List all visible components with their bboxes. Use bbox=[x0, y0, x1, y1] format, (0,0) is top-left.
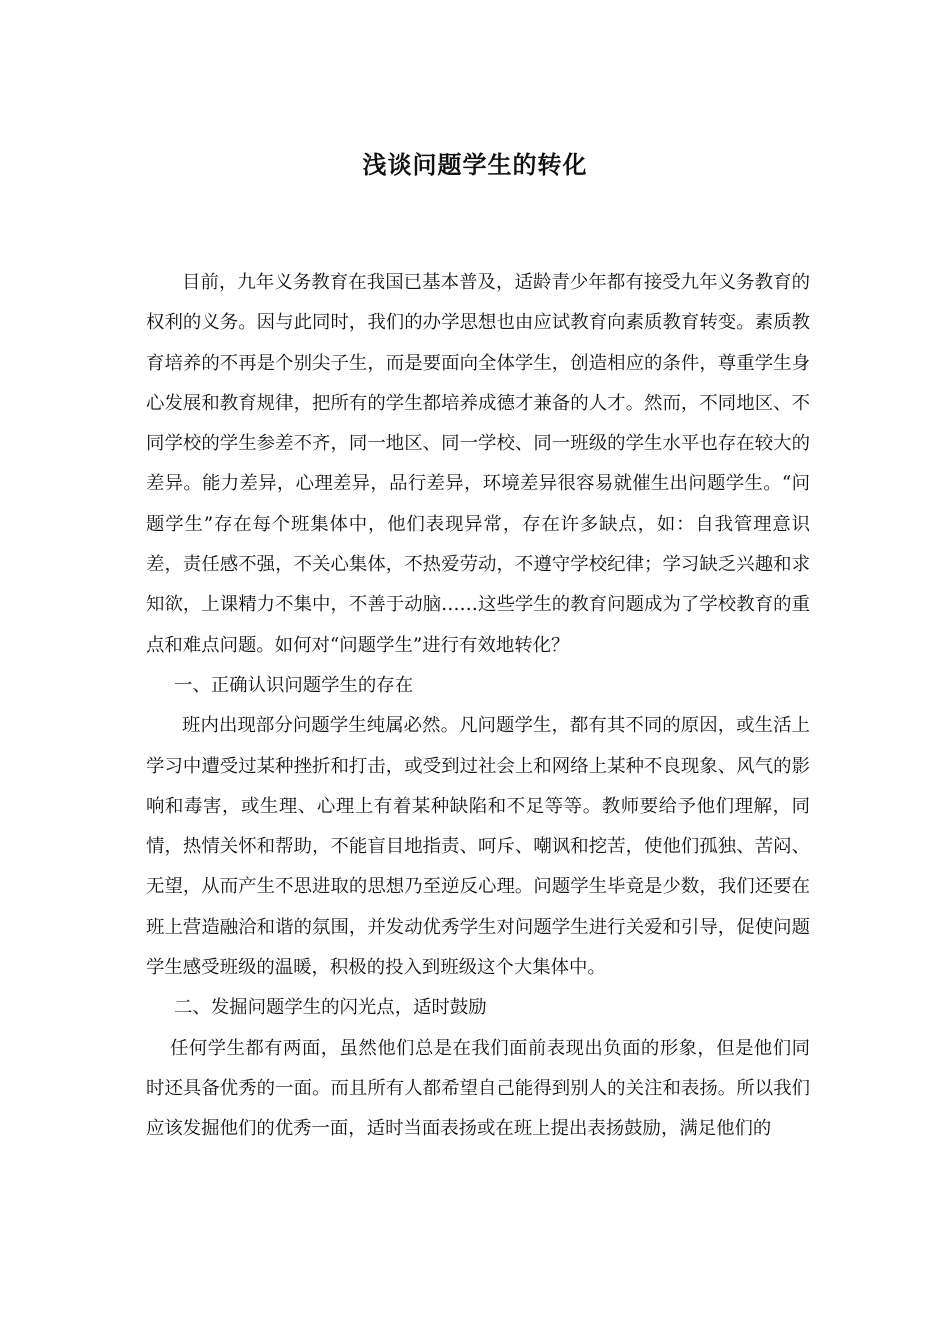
section-heading-2: 二、发掘问题学生的闪光点，适时鼓励 bbox=[174, 997, 487, 1019]
section-heading-1: 一、正确认识问题学生的存在 bbox=[174, 674, 414, 696]
paragraph-section-2: 任何学生都有两面，虽然他们总是在我们面前表现出负面的形象，但是他们同时还具备优秀的一面。而且所有人都希望自己能得到别人的关注和表扬。所以我们应该发掘他们的优秀一面，适时当面表扬或在班上提出表扬鼓励，满足他们的 bbox=[146, 1037, 810, 1140]
paragraph-intro: 目前，九年义务教育在我国已基本普及，适龄青少年都有接受九年义务教育的权利的义务。因与此同时，我们的办学思想也由应试教育向素质教育转变。素质教育培养的不再是个别尖子生，而是要面向全体学生，创造相应的条件，尊重学生身心发展和教育规律，把所有的学生都培养成德才兼备的人才。然而，不同地区、不同学校的学生参差不齐，同一地区、同一学校、同一班级的学生水平也存在较大的差异。能力差异，心理差异，品行差异，环境差异很容易就催生出问题学生。“问题学生”存在每个班集体中，他们表现异常，存在许多缺点，如：自我管理意识差，责任感不强，不关心集体，不热爱劳动，不遵守学校纪律；学习缺乏兴趣和求知欲，上课精力不集中，不善于动脑……这些学生的教育问题成为了学校教育的重点和难点问题。如何对“问题学生”进行有效地转化？ bbox=[146, 272, 810, 656]
document-title: 浅谈问题学生的转化 bbox=[362, 150, 588, 180]
paragraph-section-1: 班内出现部分问题学生纯属必然。凡问题学生，都有其不同的原因，或生活上学习中遭受过某种挫折和打击，或受到过社会上和网络上某种不良现象、风气的影响和毒害，或生理、心理上有着某种缺陷和不足等等。教师要给予他们理解，同情，热情关怀和帮助，不能盲目地指责、呵斥、嘲讽和挖苦，使他们孤独、苦闷、无望，从而产生不思进取的思想乃至逆反心理。问题学生毕竟是少数，我们还要在班上营造融洽和谐的氛围，并发动优秀学生对问题学生进行关爱和引导，促使问题学生感受班级的温暖，积极的投入到班级这个大集体中。 bbox=[146, 715, 810, 979]
document-body bbox=[146, 263, 810, 1150]
